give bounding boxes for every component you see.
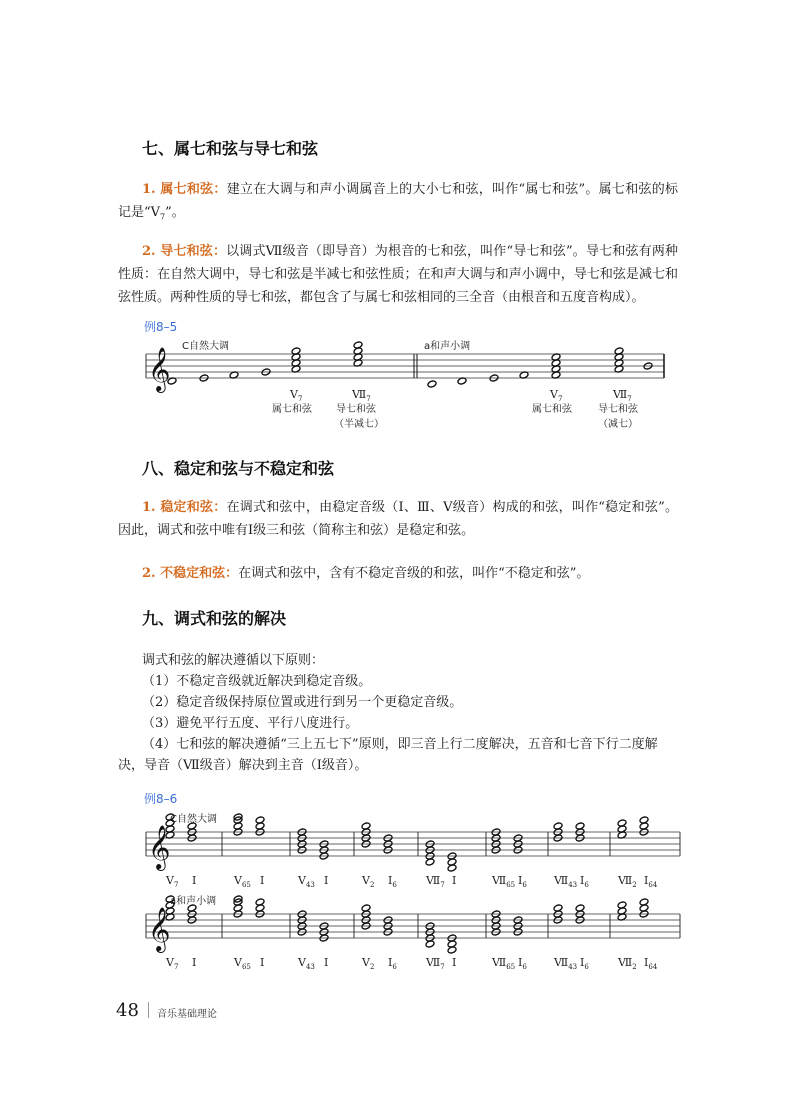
chord-symbol: $Ⅶ_{65}$ [492,874,516,889]
chord-quality: （减七） [598,419,638,430]
staff-lines [146,832,680,938]
text-dominant-seventh: 建立在大调与和声小调属音上的大小七和弦，叫作“属七和弦”。属七和弦的标记是“V [118,182,678,220]
chord-symbol: $V_7$ [166,956,179,971]
chord-symbol: $Ⅶ_7$ [352,388,371,403]
text-stable-chord: 在调式和弦中，由稳定音级（Ⅰ、Ⅲ、Ⅴ级音）构成的和弦，叫作“稳定和弦”。因此，调式和弦中唯有Ⅰ级三和弦（简称主和弦）是稳定和弦。 [118,500,678,538]
chord-symbol: $Ⅰ_6$ [388,956,397,971]
chord-symbol: $Ⅰ_6$ [518,956,527,971]
chord-symbol: $Ⅰ_6$ [580,956,589,971]
chord-symbol: $V_{65}$ [234,874,251,889]
rule-item: （2）稳定音级保持原位置或进行到另一个更稳定音级。 [142,695,463,710]
treble-clef-icon: 𝄞 [148,347,171,391]
key-label-minor: a和声小调 [170,896,217,907]
paragraph-unstable-chord [118,562,678,585]
section-8-heading: 八、稳定和弦与不稳定和弦 [142,459,335,478]
chord-symbol: $Ⅰ_{64}$ [644,956,658,971]
treble-clef-icon: 𝄞 [148,825,171,869]
chord-symbol: Ⅰ [324,874,329,887]
chord-symbol: $V_{65}$ [234,956,251,971]
example-8-5-label: 例8–5 [144,320,178,334]
chord-symbols [165,874,658,971]
chord-symbol: Ⅰ [192,874,197,887]
treble-clef-icon: 𝄞 [148,907,171,951]
term-dominant-seventh: 1. 属七和弦： [142,182,227,197]
term-leading-seventh: 2. 导七和弦： [142,244,227,259]
text-leading-seventh: 以调式Ⅶ级音（即导音）为根音的七和弦，叫作“导七和弦”。导七和弦有两种性质：在自然大调中，导七和弦是半减七和弦性质；在和声大调与和声小调中，导七和弦是减七和弦性质。两种性质的导七和弦，都包含了与属七和弦相同的三全音（由根音和五度音构成）。 [118,244,678,305]
paragraph-leading-seventh [118,240,678,309]
chord-name: 导七和弦 [598,404,638,415]
text-unstable-chord: 在调式和弦中，含有不稳定音级的和弦，叫作“不稳定和弦”。 [238,566,590,581]
chord-name: 属七和弦 [272,404,312,415]
term-stable-chord: 1. 稳定和弦： [142,500,227,515]
chord-symbol: Ⅰ [324,956,329,969]
chord-symbol: $V_7$ [550,388,563,403]
chord-symbol: $Ⅰ_6$ [580,874,589,889]
chord-name: 导七和弦 [336,404,376,415]
chord-symbol: $Ⅰ_6$ [388,874,397,889]
chord-symbol: $Ⅶ_{43}$ [554,956,578,971]
example-8-6-label: 例8–6 [144,792,178,806]
rule-item: （3）避免平行五度、平行八度进行。 [142,716,359,731]
chord-symbol: $Ⅶ_2$ [618,874,637,889]
chord-symbol: $Ⅶ_7$ [426,874,445,889]
chord-symbol: Ⅰ [260,874,265,887]
staff-lines [146,354,664,378]
chord-symbol: $Ⅶ_{65}$ [492,956,516,971]
rule-item: （1）不稳定音级就近解决到稳定音级。 [142,674,372,689]
chord-symbol: $Ⅶ_7$ [426,956,445,971]
text-dominant-seventh-sub: 7 [160,212,166,222]
chord-symbol: $V_2$ [362,956,375,971]
chord-symbol: $V_7$ [290,388,303,403]
chord-symbol: $Ⅶ_7$ [613,388,632,403]
chord-symbol: Ⅰ [452,874,457,887]
paragraph-stable-chord [118,496,678,542]
chord-symbol: $Ⅶ_2$ [618,956,637,971]
chord-symbol: Ⅰ [192,956,197,969]
chord-quality: （半减七） [334,419,384,430]
chord-symbol: Ⅰ [260,956,265,969]
example-8-5-staff [0,332,800,432]
footer-divider [148,1002,149,1018]
notes [167,341,653,388]
barlines [222,832,680,938]
key-label-major: C自然大调 [170,814,217,825]
chord-symbol: $V_7$ [166,874,179,889]
chord-symbol: $V_2$ [362,874,375,889]
section-7-heading: 七、属七和弦与导七和弦 [142,139,319,158]
chord-symbol: $Ⅶ_{43}$ [554,874,578,889]
paragraph-dominant-seventh [118,178,678,229]
chord-symbol: $Ⅰ_6$ [518,874,527,889]
chord-symbol: $Ⅰ_{64}$ [644,874,658,889]
text-dominant-seventh-end: ”。 [165,205,185,220]
key-label-major: C自然大调 [182,341,229,352]
book-title: 音乐基础理论 [157,1009,217,1020]
chord-name: 属七和弦 [532,404,572,415]
section-9-heading: 九、调式和弦的解决 [142,609,287,628]
chord-symbol: $V_{43}$ [298,956,315,971]
whole-note [427,380,437,388]
chord-symbol: $V_{43}$ [298,874,315,889]
chord-symbol: Ⅰ [452,956,457,969]
page-number: 48 [116,1000,139,1021]
key-label-minor: a和声小调 [424,341,471,352]
example-8-6-staves [0,806,800,976]
resolution-rules [118,650,678,776]
rule-item: （4）七和弦的解决遵循“三上五七下”原则，即三音上行二度解决，五音和七音下行二度解决，导音（Ⅶ级音）解决到主音（Ⅰ级音）。 [118,737,658,773]
term-unstable-chord: 2. 不稳定和弦： [142,566,239,581]
rules-intro: 调式和弦的解决遵循以下原则： [142,653,325,668]
